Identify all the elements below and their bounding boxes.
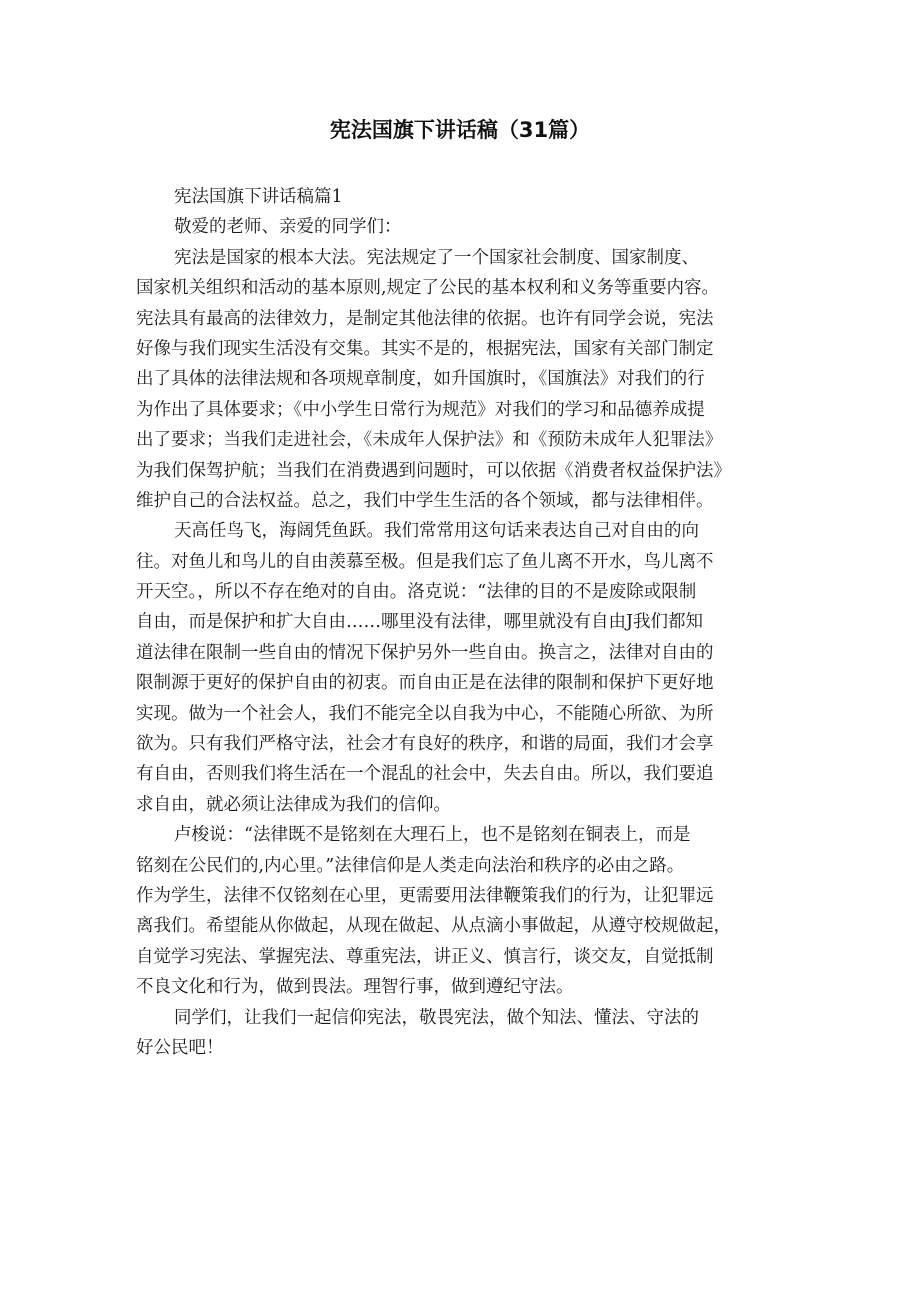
paragraph-line: 有自由，否则我们将生活在一个混乱的社会中，失去自由。所以，我们要追	[136, 764, 714, 785]
paragraph-line: 往。对鱼儿和鸟儿的自由羡慕至极。但是我们忘了鱼儿离不开水，鸟儿离不	[136, 551, 714, 572]
paragraph-line: 不良文化和行为，做到畏法。理智行事，做到遵纪守法。	[136, 977, 574, 998]
paragraph-line: 天高任鸟飞，海阔凭鱼跃。我们常常用这句话来表达自己对自由的向	[174, 521, 699, 542]
paragraph-line: 欲为。只有我们严格守法，社会才有良好的秩序，和谐的局面，我们才会享	[136, 734, 714, 755]
greeting: 敬爱的老师、亲爱的同学们：	[174, 217, 402, 238]
paragraph-line: 道法律在限制一些自由的情况下保护另外一些自由。换言之，法律对自由的	[136, 642, 714, 663]
paragraph-line: 自觉学习宪法、掌握宪法、尊重宪法，讲正义、慎言行，谈交友，自觉抵制	[136, 946, 714, 967]
paragraph-line: 国家机关组织和活动的基本原则,规定了公民的基本权利和义务等重要内容。	[136, 278, 720, 299]
paragraph-line: 求自由，就必须让法律成为我们的信仰。	[136, 794, 451, 815]
paragraph-line: 作为学生，法律不仅铭刻在心里，更需要用法律鞭策我们的行为，让犯罪远	[136, 885, 714, 906]
document-body	[136, 182, 796, 1063]
paragraph-line: 好像与我们现实生活没有交集。其实不是的，根据宪法，国家有关部门制定	[136, 338, 714, 359]
document-title: 宪法国旗下讲话稿（31篇）	[329, 118, 591, 142]
paragraph-line: 实现。做为一个社会人，我们不能完全以自我为中心，不能随心所欲、为所	[136, 703, 714, 724]
paragraph-line: 开天空。，所以不存在绝对的自由。洛克说：“法律的目的不是废除或限制	[136, 582, 697, 603]
paragraph-line: 卢梭说：“法律既不是铭刻在大理石上，也不是铭刻在铜表上，而是	[174, 825, 691, 846]
paragraph-line: 自由，而是保护和扩大自由……哪里没有法律，哪里就没有自由J我们都知	[136, 612, 704, 633]
paragraph-line: 宪法是国家的根本大法。宪法规定了一个国家社会制度、国家制度、	[174, 247, 699, 268]
paragraph-line: 维护自己的合法权益。总之，我们中学生生活的各个领域，都与法律相伴。	[136, 490, 714, 511]
paragraph-line: 为作出了具体要求；《中小学生日常行为规范》对我们的学习和品德养成提	[136, 399, 705, 420]
section-heading: 宪法国旗下讲话稿篇1	[174, 187, 343, 207]
paragraph-line: 铭刻在公民们的,内心里。”法律信仰是人类走向法治和秩序的必由之路。	[136, 855, 685, 876]
paragraph-line: 为我们保驾护航；当我们在消费遇到问题时，可以依据《消费者权益保护法》	[136, 460, 731, 481]
paragraph-line: 限制源于更好的保护自由的初衷。而自由正是在法律的限制和保护下更好地	[136, 673, 714, 694]
paragraph-line: 宪法具有最高的法律效力，是制定其他法律的依据。也许有同学会说，宪法	[136, 308, 714, 329]
paragraph-line: 同学们，让我们一起信仰宪法，敬畏宪法，做个知法、懂法、守法的	[174, 1007, 699, 1028]
paragraph-line: 离我们。希望能从你做起，从现在做起、从点滴小事做起，从遵守校规做起，	[136, 916, 731, 937]
paragraph-4	[136, 1003, 796, 1064]
paragraph-line: 出了要求；当我们走进社会，《未成年人保护法》和《预防未成年人犯罪法》	[136, 430, 723, 451]
paragraph-2	[136, 516, 796, 820]
paragraph-line: 好公民吧！	[136, 1037, 224, 1058]
paragraph-1	[136, 243, 796, 517]
paragraph-line: 出了具体的法律法规和各项规章制度，如升国旗时，《国旗法》对我们的行	[136, 369, 705, 390]
paragraph-3	[136, 820, 796, 1002]
